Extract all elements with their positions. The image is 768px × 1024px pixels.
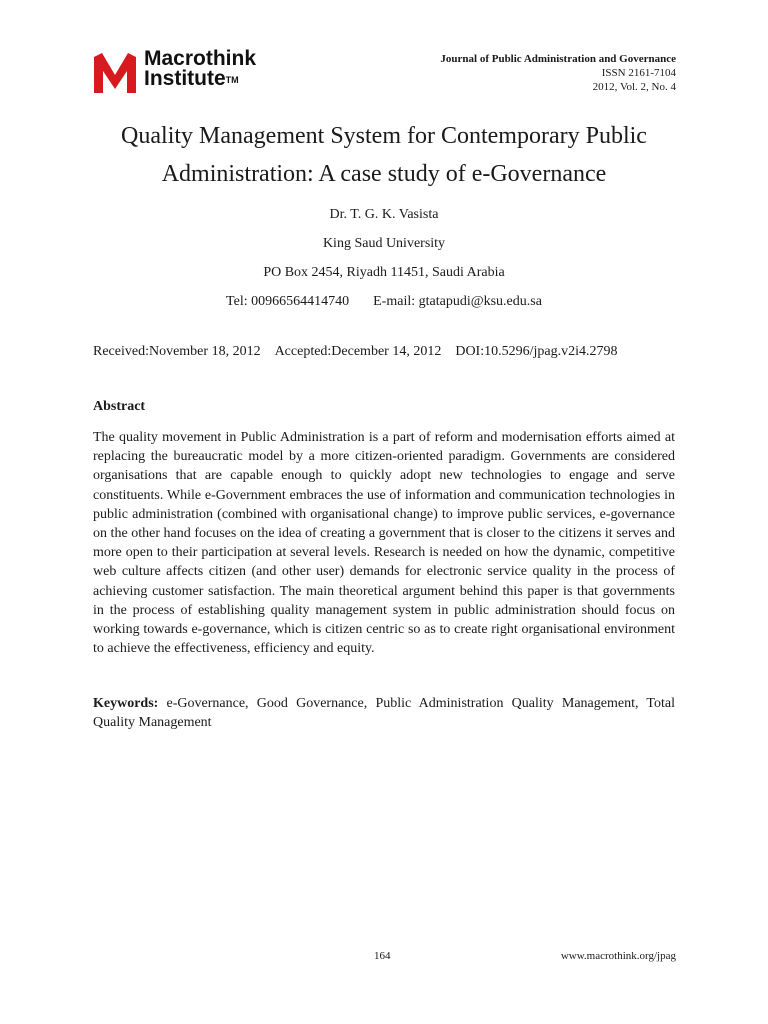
macrothink-m-logo-icon <box>94 53 136 93</box>
logo-line-1: Macrothink <box>144 47 257 70</box>
footer-url[interactable]: www.macrothink.org/jpag <box>560 950 676 962</box>
journal-header <box>440 52 676 94</box>
journal-name: Journal of Public Administration and Governance <box>440 53 676 65</box>
journal-issn: ISSN 2161-7104 <box>601 67 676 79</box>
author-tel: Tel: 00966564414740 <box>226 294 350 309</box>
doi-link[interactable]: DOI:10.5296/jpag.v2i4.2798 <box>455 344 618 359</box>
publication-dates <box>93 344 617 360</box>
author-affiliation: King Saud University <box>322 236 446 251</box>
logo-trademark: TM <box>225 75 239 85</box>
paper-title <box>60 117 708 193</box>
accepted-date: Accepted:December 14, 2012 <box>274 344 442 359</box>
received-date: Received:November 18, 2012 <box>93 344 261 359</box>
keywords-text: e-Governance, Good Governance, Public Administration Quality Management, Total Quality Management <box>93 696 675 731</box>
publisher-logo <box>94 49 294 97</box>
page-number: 164 <box>374 950 391 962</box>
logo-line-2: Institute <box>144 67 226 90</box>
author-address: PO Box 2454, Riyadh 11451, Saudi Arabia <box>263 265 505 280</box>
abstract-text: The quality movement in Public Administration is a part of reform and modernisation efforts aimed at replacing the bureaucratic model by a more citizen-oriented paradigm. Governments are considered organisations that are capable enough to quickly adopt new technologies to engage and serve constituents. While e-Government embraces the use of information and communication technologies in public administration (combined with organisational change) to improve public services, e-governance on the other hand focuses on the idea of creating a government that is closer to the citizens it serves and more open to their participation at several levels. Research is needed on how the dynamic, competitive web culture affects citizen (and other user) demands for electronic service quality in the process of achieving customer satisfaction. The main theoretical argument behind this paper is that governments in the process of establishing quality management system in public administration should focus on working towards e-governance, which is citizen centric so as to create right organisational environment to achieve the effectiveness, efficiency and equity. <box>93 430 675 657</box>
author-name: Dr. T. G. K. Vasista <box>329 207 439 222</box>
keywords <box>93 694 675 732</box>
author-email[interactable]: E-mail: gtatapudi@ksu.edu.sa <box>373 294 542 309</box>
paper-title-line-1: Quality Management System for Contemporary Public <box>121 123 647 149</box>
paper-title-line-2: Administration: A case study of e-Governance <box>161 161 607 187</box>
journal-volume: 2012, Vol. 2, No. 4 <box>592 81 676 93</box>
abstract-heading: Abstract <box>93 399 146 414</box>
keywords-label: Keywords: <box>93 696 159 711</box>
author-block <box>60 200 708 316</box>
author-contact <box>60 287 708 316</box>
